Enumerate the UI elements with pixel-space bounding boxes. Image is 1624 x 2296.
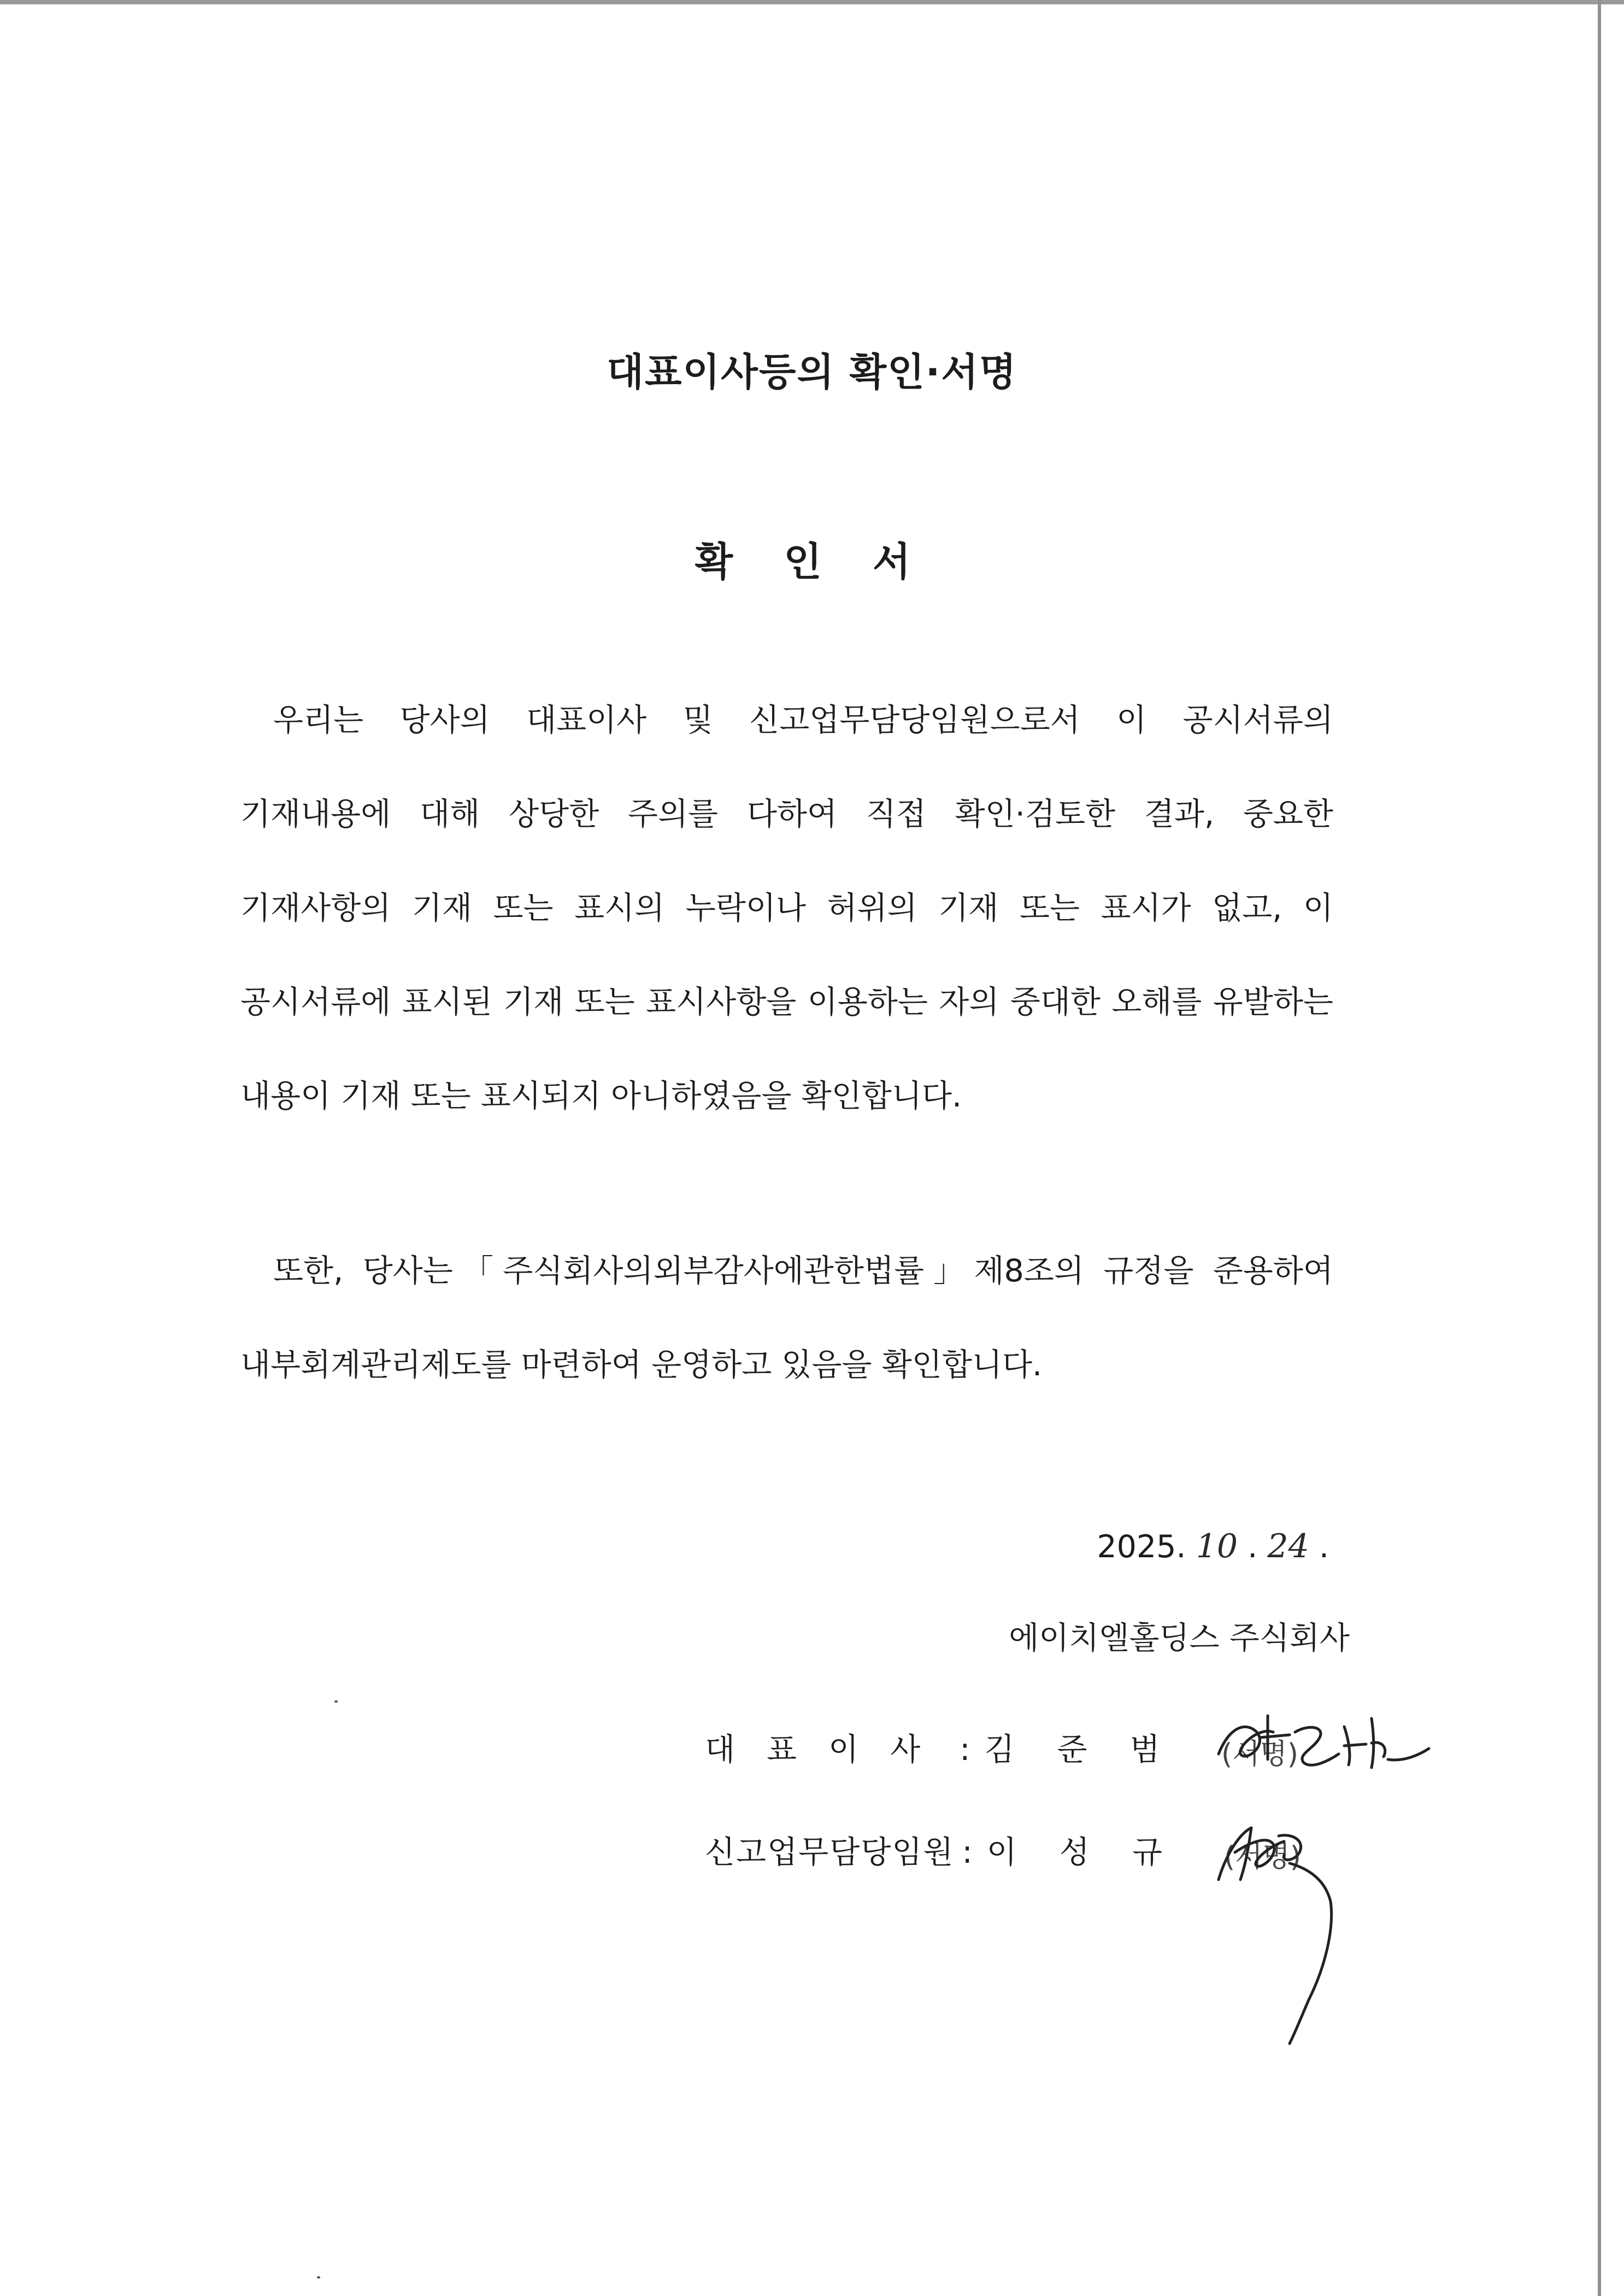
date-separator: . [1248, 1529, 1258, 1565]
signatory-reporting-officer [705, 1830, 1205, 1874]
scan-speck [317, 2276, 320, 2279]
signatory-role: 대표이사 [705, 1732, 952, 1768]
internal-control-paragraph: 또한, 당사는「주식회사의외부감사에관한법률」제8조의 규정을 준용하여 내부회계관리제도를 마련하여 운영하고 있음을 확인합니다. [240, 1253, 1333, 1383]
document-subtitle: 확 인 서 [695, 539, 929, 585]
signatory-name: 김준범 [984, 1732, 1203, 1768]
scan-edge-top [0, 0, 1624, 4]
signatory-colon: : [962, 1834, 973, 1870]
signature-label: (서명) [1221, 1738, 1299, 1771]
confirmation-paragraph: 우리는 당사의 대표이사 및 신고업무담당임원으로서 이 공시서류의 기재내용에 대해 상당한 주의를 다하여 직접 확인·검토한 결과, 중요한 기재사항의 기재 또는 표시의 누락이나 허위의 기재 또는 표시가 없고, 이 공시서류에 표시된 기재 또는 표시사항을 이용하는 자의 중대한 오해를 유발하는 내용이 기재 또는 표시되지 아니하였음을 확인합니다. [240, 702, 1333, 1114]
ceo-handwritten-signature [1208, 1694, 1437, 1792]
officer-handwritten-signature [1208, 1803, 1350, 2054]
date-end: . [1319, 1529, 1329, 1565]
company-name: 에이치엘홀딩스 주식회사 [1009, 1620, 1350, 1656]
document-title: 대표이사등의 확인·서명 [607, 350, 1017, 395]
signatory-role: 신고업무담당임원 [705, 1834, 955, 1870]
scan-speck [334, 1700, 338, 1703]
signature-label: (서명) [1224, 1841, 1302, 1874]
date-month: 10 [1196, 1527, 1238, 1565]
signatory-name: 이성규 [986, 1834, 1205, 1870]
signatory-ceo [705, 1728, 1203, 1771]
date-day: 24 [1267, 1527, 1309, 1565]
document-date [1097, 1524, 1329, 1569]
date-year: 2025. [1097, 1529, 1186, 1565]
signatory-colon: : [960, 1732, 970, 1768]
